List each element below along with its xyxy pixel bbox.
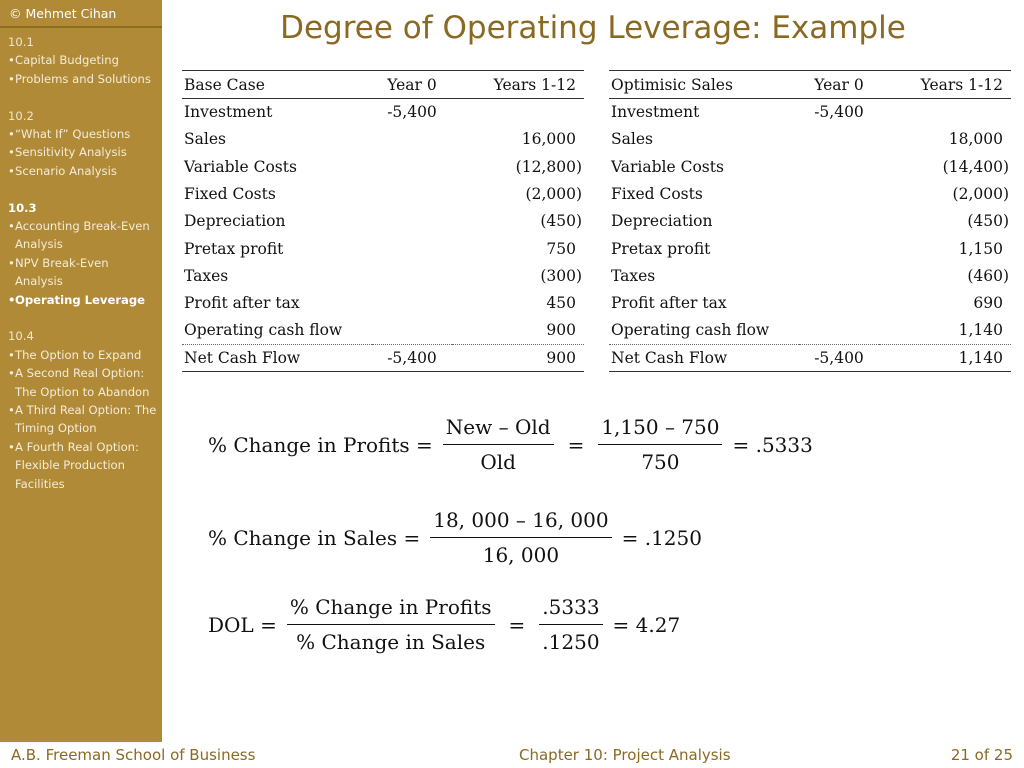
sidebar xyxy=(0,0,162,742)
table-row xyxy=(609,317,1011,344)
fraction xyxy=(287,590,495,659)
table-cell xyxy=(372,317,452,344)
table-cell: (2,000) xyxy=(952,185,1009,204)
table-row xyxy=(182,262,584,289)
table-cell: 1,150 xyxy=(958,239,1003,258)
table-cell: Pretax profit xyxy=(184,239,284,258)
table-cell: (2,000) xyxy=(525,185,582,204)
table-row xyxy=(609,208,1011,235)
profits-change-formula xyxy=(208,410,813,479)
table-row xyxy=(182,153,584,180)
table-cell: Pretax profit xyxy=(611,239,711,258)
table-cell: Fixed Costs xyxy=(184,185,276,204)
table-row xyxy=(609,99,1011,126)
column-header: Years 1-12 xyxy=(879,71,1011,99)
toc-section-10-4[interactable]: 10.4 xyxy=(8,329,34,344)
table-row xyxy=(182,180,584,207)
column-header: Years 1-12 xyxy=(452,71,584,99)
numerator: % Change in Profits xyxy=(287,590,495,625)
table-cell: (12,800) xyxy=(515,157,582,176)
column-header: Year 0 xyxy=(799,71,879,99)
fraction xyxy=(443,410,554,479)
table-cell: (460) xyxy=(967,266,1009,285)
toc-section-10-2[interactable]: 10.2 xyxy=(8,108,34,123)
table-cell: Depreciation xyxy=(611,212,713,231)
table-row xyxy=(182,99,584,126)
footer-school: A.B. Freeman School of Business xyxy=(11,746,256,764)
column-header: Year 0 xyxy=(372,71,452,99)
table-cell: 690 xyxy=(973,294,1003,313)
numerator: .5333 xyxy=(539,590,602,625)
copyright-text: © Mehmet Cihan xyxy=(9,6,117,21)
numerator: 1,150 – 750 xyxy=(598,410,722,445)
table-row xyxy=(182,344,584,371)
table-cell xyxy=(372,262,452,289)
table-row xyxy=(609,290,1011,317)
table-row xyxy=(609,344,1011,371)
toc-item[interactable]: • “What If” Questions xyxy=(8,127,131,142)
table-cell: Depreciation xyxy=(184,212,286,231)
table-cell: (450) xyxy=(540,212,582,231)
toc-item[interactable]: • Accounting Break-Even Analysis xyxy=(8,219,150,252)
table-cell: -5,400 xyxy=(814,103,864,122)
table-row xyxy=(182,290,584,317)
denominator: 16, 000 xyxy=(482,543,560,567)
table-cell xyxy=(799,126,879,153)
formula-result: = .1250 xyxy=(621,525,702,550)
table-row xyxy=(182,317,584,344)
denominator: % Change in Sales xyxy=(296,630,486,654)
table-cell: Profit after tax xyxy=(611,294,727,313)
table-cell xyxy=(372,180,452,207)
table-cell: -5,400 xyxy=(372,344,452,371)
table-row xyxy=(609,153,1011,180)
fraction xyxy=(539,590,602,659)
table-cell: 750 xyxy=(546,239,576,258)
formula-result: = 4.27 xyxy=(612,612,681,637)
equals-sign: = xyxy=(567,432,585,457)
table-cell xyxy=(879,99,1011,126)
fraction xyxy=(430,503,611,572)
table-row xyxy=(609,235,1011,262)
table-cell: (300) xyxy=(540,266,582,285)
toc-item[interactable]: • Problems and Solutions xyxy=(8,71,151,86)
table-cell xyxy=(372,235,452,262)
equals-sign: = xyxy=(508,612,526,637)
footer-chapter: Chapter 10: Project Analysis xyxy=(519,746,731,764)
denominator: 750 xyxy=(641,450,680,474)
table-cell: 900 xyxy=(452,344,584,371)
table-of-contents xyxy=(8,33,158,493)
table-cell: Variable Costs xyxy=(184,157,297,176)
table-row xyxy=(609,180,1011,207)
table-cell xyxy=(799,235,879,262)
toc-item-active[interactable]: • Operating Leverage xyxy=(8,292,146,307)
toc-item[interactable]: • NPV Break-Even Analysis xyxy=(8,255,109,289)
formula-result: = .5333 xyxy=(732,432,813,457)
table-cell: 900 xyxy=(546,321,576,340)
table-cell xyxy=(372,126,452,153)
table-header-row xyxy=(182,71,584,99)
table-cell xyxy=(799,180,879,207)
table-cell: Net Cash Flow xyxy=(182,344,372,371)
table-cell xyxy=(799,317,879,344)
table-header-row xyxy=(609,71,1011,99)
toc-item[interactable]: • Sensitivity Analysis xyxy=(8,145,127,160)
optimistic-sales-table xyxy=(609,70,1011,372)
toc-item[interactable]: • A Third Real Option: The Timing Option xyxy=(8,403,157,436)
table-cell: 16,000 xyxy=(521,130,576,149)
table-cell: Variable Costs xyxy=(611,157,724,176)
table-row xyxy=(609,262,1011,289)
table-cell: (450) xyxy=(967,212,1009,231)
slide-title: Degree of Operating Leverage: Example xyxy=(280,10,906,46)
slide-footer xyxy=(0,742,1024,768)
sales-change-formula xyxy=(208,503,702,572)
footer-page-number: 21 of 25 xyxy=(950,746,1013,764)
formula-lhs: % Change in Sales = xyxy=(208,525,421,550)
table-cell: Sales xyxy=(184,130,226,149)
table-cell: (14,400) xyxy=(942,157,1009,176)
table-cell: 1,140 xyxy=(958,321,1003,340)
table-cell: Profit after tax xyxy=(184,294,300,313)
table-cell: Investment xyxy=(184,103,273,122)
table-cell xyxy=(452,99,584,126)
column-header: Base Case xyxy=(182,71,372,99)
table-cell: Operating cash flow xyxy=(611,321,770,340)
formula-lhs: % Change in Profits = xyxy=(208,432,433,457)
table-cell xyxy=(799,290,879,317)
toc-item[interactable]: • A Second Real Option: The Option to Abandon xyxy=(8,366,150,399)
table-cell: Investment xyxy=(611,103,700,122)
table-cell: 1,140 xyxy=(879,344,1011,371)
toc-item[interactable]: • The Option to Expand xyxy=(8,347,142,362)
toc-section-10-1[interactable]: 10.1 xyxy=(8,35,34,49)
formula-lhs: DOL = xyxy=(208,612,277,637)
table-cell: -5,400 xyxy=(799,344,879,371)
numerator: New – Old xyxy=(443,410,554,445)
table-cell xyxy=(799,153,879,180)
table-row xyxy=(182,235,584,262)
table-cell: Operating cash flow xyxy=(184,321,343,340)
table-cell xyxy=(372,153,452,180)
table-cell: 450 xyxy=(546,294,576,313)
table-cell: 18,000 xyxy=(948,130,1003,149)
numerator: 18, 000 – 16, 000 xyxy=(430,503,611,538)
table-cell xyxy=(799,208,879,235)
fraction xyxy=(598,410,722,479)
denominator: Old xyxy=(480,450,516,474)
table-cell: Net Cash Flow xyxy=(609,344,799,371)
table-row xyxy=(182,208,584,235)
table-cell: Taxes xyxy=(184,266,229,285)
table-row xyxy=(182,126,584,153)
table-row xyxy=(609,126,1011,153)
toc-section-10-3[interactable]: 10.3 xyxy=(8,200,37,215)
table-cell: Sales xyxy=(611,130,653,149)
denominator: .1250 xyxy=(542,630,600,654)
column-header: Optimisic Sales xyxy=(609,71,799,99)
table-cell xyxy=(372,208,452,235)
toc-item[interactable]: • A Fourth Real Option: Flexible Production Facilities xyxy=(8,439,139,491)
table-cell: Fixed Costs xyxy=(611,185,703,204)
table-cell: Taxes xyxy=(611,266,656,285)
table-cell xyxy=(372,290,452,317)
table-cell: -5,400 xyxy=(387,103,437,122)
table-cell xyxy=(799,262,879,289)
base-case-table xyxy=(182,70,584,372)
dol-formula xyxy=(208,590,680,659)
toc-item[interactable]: • Capital Budgeting xyxy=(8,53,119,68)
toc-item[interactable]: • Scenario Analysis xyxy=(8,163,117,178)
